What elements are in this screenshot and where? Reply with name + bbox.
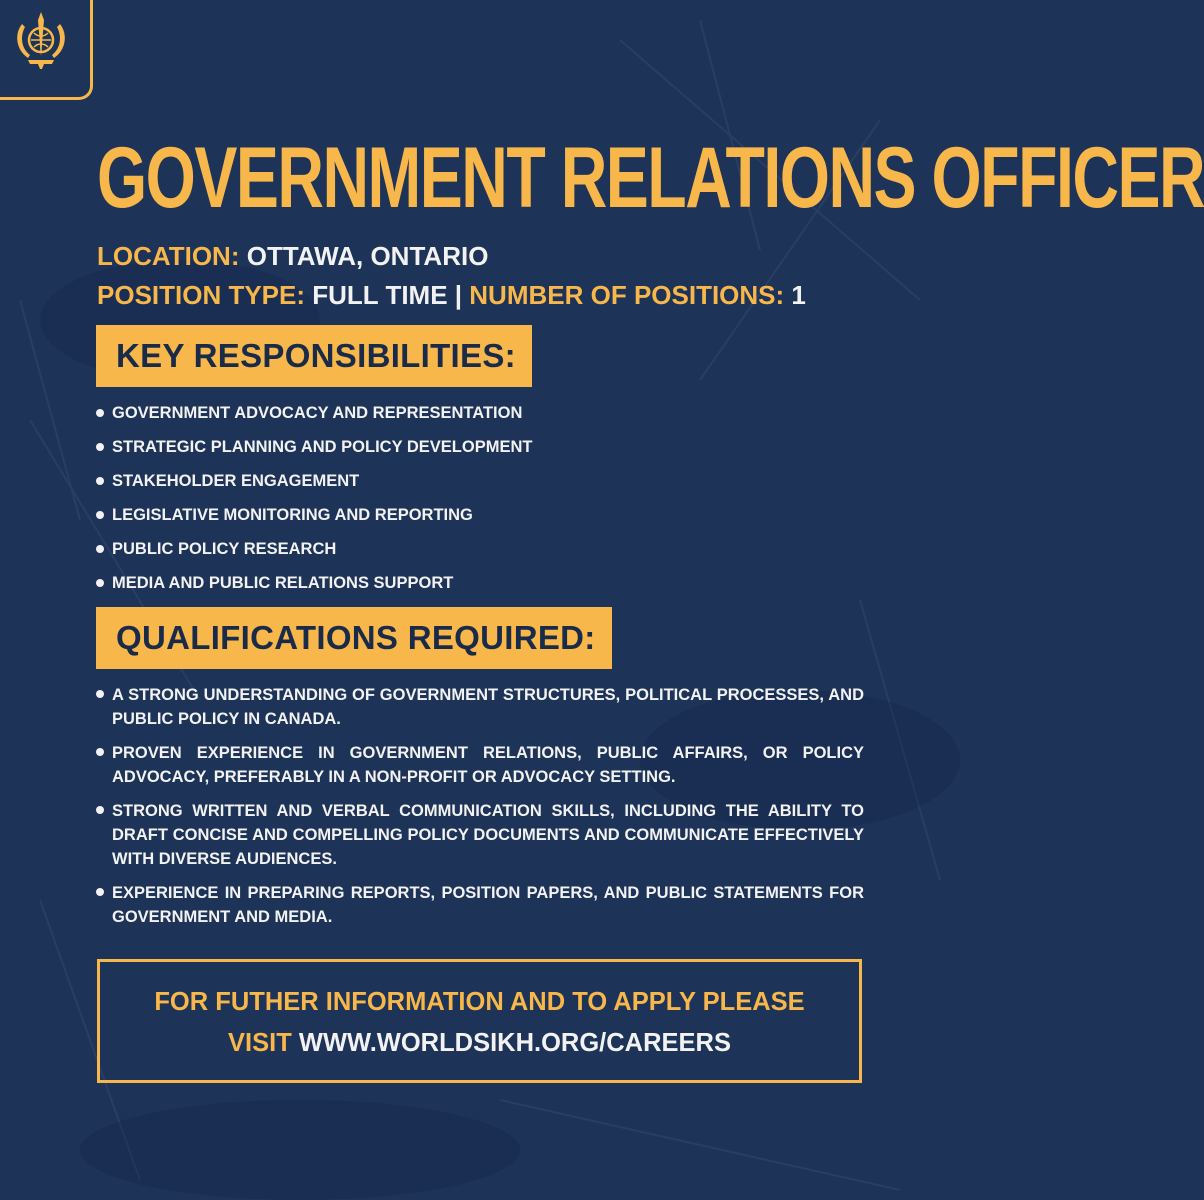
list-item	[96, 799, 864, 871]
responsibility-text: GOVERNMENT ADVOCACY AND REPRESENTATION	[112, 404, 523, 422]
location-label: LOCATION:	[97, 241, 240, 271]
bullet-icon	[96, 409, 104, 417]
bullet-icon	[96, 690, 104, 698]
bullet-icon	[96, 443, 104, 451]
qualifications-heading: QUALIFICATIONS REQUIRED:	[96, 607, 612, 669]
list-item	[96, 741, 864, 789]
job-title: GOVERNMENT RELATIONS OFFICER	[97, 130, 1204, 226]
list-item	[96, 504, 532, 538]
qualifications-list	[96, 683, 864, 939]
bullet-icon	[96, 748, 104, 756]
location-value: OTTAWA, ONTARIO	[246, 241, 489, 271]
responsibility-text: STAKEHOLDER ENGAGEMENT	[112, 472, 360, 490]
apply-callout-text: FOR FUTHER INFORMATION AND TO APPLY PLEASE	[154, 988, 805, 1016]
apply-callout-box	[97, 959, 862, 1083]
qualification-text: EXPERIENCE IN PREPARING REPORTS, POSITION PAPERS, AND PUBLIC STATEMENTS FOR GOVERNMENT AND MEDIA.	[112, 884, 864, 926]
responsibility-text: PUBLIC POLICY RESEARCH	[112, 540, 337, 558]
list-item	[96, 572, 532, 606]
positions-label: NUMBER OF POSITIONS:	[469, 280, 785, 310]
bullet-icon	[96, 545, 104, 553]
qualification-text: PROVEN EXPERIENCE IN GOVERNMENT RELATIONS, PUBLIC AFFAIRS, OR POLICY ADVOCACY, PREFERABLY IN A NON-PROFIT OR ADVOCACY SETTING.	[112, 744, 864, 786]
position-type-label: POSITION TYPE:	[97, 280, 306, 310]
list-item	[96, 538, 532, 572]
list-item	[96, 436, 532, 470]
list-item	[96, 683, 864, 731]
qualification-text: STRONG WRITTEN AND VERBAL COMMUNICATION SKILLS, INCLUDING THE ABILITY TO DRAFT CONCISE AND COMPELLING POLICY DOCUMENTS AND COMMUNICATE EFFECTIVELY WITH DIVERSE AUDIENCES.	[112, 802, 864, 868]
position-type-value: FULL TIME |	[312, 280, 463, 310]
qualification-text: A STRONG UNDERSTANDING OF GOVERNMENT STRUCTURES, POLITICAL PROCESSES, AND PUBLIC POLICY IN CANADA.	[112, 686, 864, 728]
careers-link[interactable]: WWW.WORLDSIKH.ORG/CAREERS	[298, 1029, 731, 1057]
responsibility-text: STRATEGIC PLANNING AND POLICY DEVELOPMENT	[112, 438, 533, 456]
list-item	[96, 470, 532, 504]
visit-label: VISIT	[228, 1029, 292, 1057]
bullet-icon	[96, 511, 104, 519]
responsibility-text: MEDIA AND PUBLIC RELATIONS SUPPORT	[112, 574, 454, 592]
bullet-icon	[96, 806, 104, 814]
list-item	[96, 881, 864, 929]
positions-value: 1	[791, 280, 806, 310]
bullet-icon	[96, 477, 104, 485]
list-item	[96, 402, 532, 436]
responsibilities-heading: KEY RESPONSIBILITIES:	[96, 325, 532, 387]
khanda-globe-icon	[14, 10, 68, 70]
location-line	[97, 241, 488, 272]
responsibilities-list	[96, 402, 532, 606]
responsibility-text: LEGISLATIVE MONITORING AND REPORTING	[112, 506, 473, 524]
apply-callout-url-line	[100, 1029, 859, 1058]
bullet-icon	[96, 888, 104, 896]
position-line	[97, 280, 806, 311]
bullet-icon	[96, 579, 104, 587]
